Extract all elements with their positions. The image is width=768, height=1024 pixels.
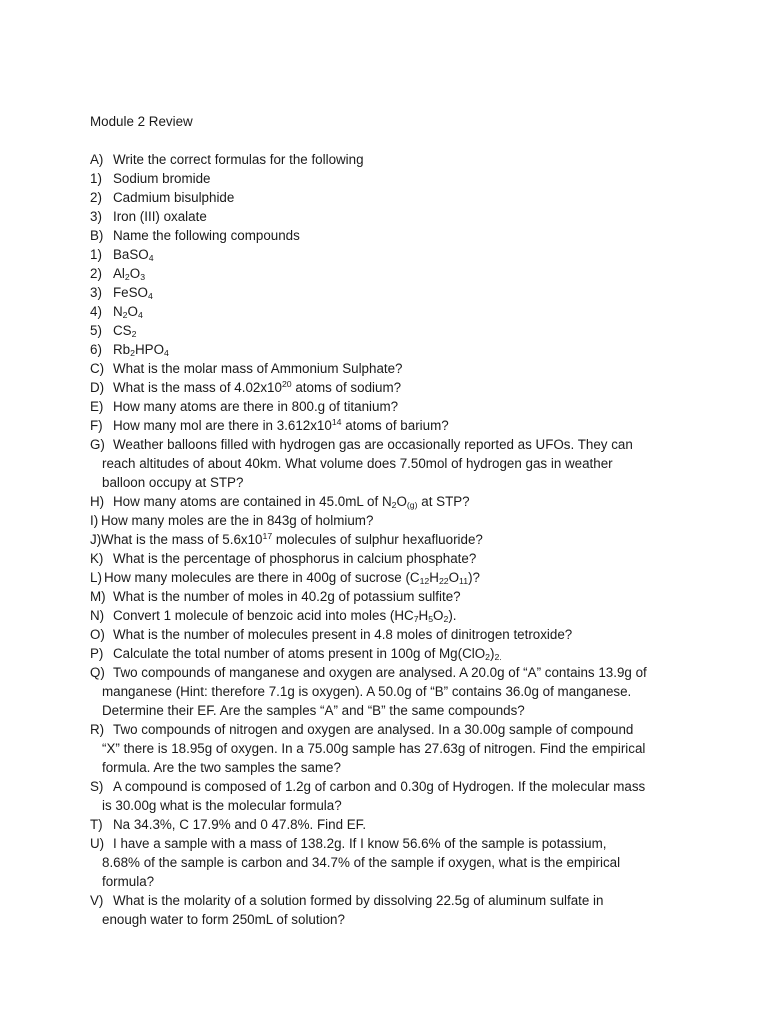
- item-text: Two compounds of nitrogen and oxygen are analysed. In a 30.00g sample of compound “X” there is 18.95g of oxygen. In a 75.00g sample has 27.63g of nitrogen. Find the empirical formula. Are the two samples the same?: [102, 722, 646, 775]
- question-d: [0, 378, 648, 397]
- item-text: What is the molarity of a solution formed by dissolving 22.5g of aluminum sulfate in enough water to form 250mL of solution?: [102, 893, 604, 927]
- item-label: 4): [90, 304, 102, 319]
- item-text: Name the following compounds: [113, 228, 300, 243]
- question-h: [0, 492, 648, 511]
- formula-subscript: 11: [459, 576, 469, 587]
- document-title: Module 2 Review: [90, 114, 193, 129]
- item-label: 6): [90, 342, 102, 357]
- exponent: 14: [331, 417, 342, 428]
- item-label: E): [90, 399, 104, 414]
- item-label: J): [90, 532, 102, 547]
- item-text: molecules of sulphur hexafluoride?: [272, 532, 483, 547]
- question-b-5: [0, 321, 648, 340]
- formula-subscript: 4: [137, 310, 143, 321]
- question-t: [0, 815, 648, 834]
- question-s: [0, 777, 648, 815]
- item-text: What is the molar mass of Ammonium Sulphate?: [113, 361, 403, 376]
- formula-text: N: [113, 304, 123, 319]
- formula-text: O: [129, 266, 141, 281]
- formula-text: FeSO: [113, 285, 148, 300]
- item-label: G): [90, 437, 105, 452]
- item-text: I have a sample with a mass of 138.2g. If I know 56.6% of the sample is potassium, 8.68% of the sample is carbon and 34.7% of the sample if oxygen, what is the empirical formula?: [102, 836, 621, 889]
- formula-text: O: [127, 304, 138, 319]
- formula-text: BaSO: [113, 247, 149, 262]
- item-text: What is the number of moles in 40.2g of potassium sulfite?: [113, 589, 461, 604]
- question-f: [0, 416, 648, 435]
- item-text: Iron (III) oxalate: [113, 209, 207, 224]
- item-text: Cadmium bisulphide: [113, 190, 235, 205]
- formula-subscript: 12: [419, 576, 430, 587]
- item-text: )?: [468, 570, 481, 585]
- question-m: [0, 587, 648, 606]
- formula-subscript: (g): [406, 500, 418, 511]
- formula-text: CS: [113, 323, 132, 338]
- question-list: [0, 150, 768, 929]
- question-n: [0, 606, 648, 625]
- item-text: What is the mass of 4.02x10: [113, 380, 282, 395]
- formula-subscript: 22: [438, 576, 449, 587]
- question-b-3: [0, 283, 648, 302]
- item-label: N): [90, 608, 105, 623]
- question-b: [0, 226, 648, 245]
- item-text: Na 34.3%, C 17.9% and 0 47.8%. Find EF.: [113, 817, 367, 832]
- formula-text: Rb: [113, 342, 131, 357]
- formula-text: HPO: [134, 342, 164, 357]
- formula-subscript: 2: [124, 272, 130, 283]
- question-k: [0, 549, 648, 568]
- item-text: H: [418, 608, 429, 623]
- question-b-2: [0, 264, 648, 283]
- question-b-1: [0, 245, 648, 264]
- item-text: Two compounds of manganese and oxygen are analysed. A 20.0g of “A” contains 13.9g of manganese (Hint: therefore 7.1g is oxygen). A 50.0g of “B” contains 36.0g of manganese. Determine their EF. Are the samples “A” and “B” the same compounds?: [102, 665, 647, 718]
- formula-subscript: 2: [485, 652, 490, 663]
- item-text: How many molecules are there in 400g of sucrose (C: [104, 570, 420, 585]
- item-label: O): [90, 627, 105, 642]
- item-text: ): [490, 646, 495, 661]
- item-text: Weather balloons filled with hydrogen gas are occasionally reported as UFOs. They can reach altitudes of about 40km. What volume does 7.50mol of hydrogen gas in weather balloon occupy at STP?: [102, 437, 633, 490]
- question-g: [0, 435, 648, 492]
- item-label: D): [90, 380, 105, 395]
- item-text: How many moles are the in 843g of holmium?: [101, 513, 374, 528]
- item-label: 2): [90, 266, 102, 281]
- formula-subscript: 7: [413, 614, 419, 625]
- formula-subscript: 2: [131, 329, 137, 340]
- item-label: C): [90, 361, 105, 376]
- item-text: O: [448, 570, 460, 585]
- item-label: U): [90, 836, 105, 851]
- question-j: [0, 530, 636, 549]
- formula-subscript: 5: [428, 614, 434, 625]
- formula-subscript: 2.: [494, 652, 502, 663]
- exponent: 17: [262, 531, 273, 542]
- item-label: V): [90, 893, 104, 908]
- item-text: O: [396, 494, 407, 509]
- question-l: [0, 568, 639, 587]
- item-text: What is the percentage of phosphorus in calcium phosphate?: [113, 551, 477, 566]
- question-q: [0, 663, 648, 720]
- item-label: P): [90, 646, 104, 661]
- formula-subscript: 3: [140, 272, 146, 283]
- item-label: 5): [90, 323, 102, 338]
- question-p: [0, 644, 648, 663]
- question-c: [0, 359, 648, 378]
- item-text: ).: [448, 608, 457, 623]
- formula-subscript: 2: [443, 614, 449, 625]
- item-label: R): [90, 722, 105, 737]
- item-label: A): [90, 152, 104, 167]
- item-text: Write the correct formulas for the following: [113, 152, 364, 167]
- item-text: How many atoms are there in 800.g of titanium?: [113, 399, 399, 414]
- item-label: 3): [90, 209, 102, 224]
- item-label: T): [90, 817, 103, 832]
- item-label: 3): [90, 285, 102, 300]
- item-text: Convert 1 molecule of benzoic acid into moles (HC: [113, 608, 414, 623]
- item-label: 2): [90, 190, 102, 205]
- item-text: atoms of sodium?: [291, 380, 402, 395]
- formula-subscript: 2: [130, 348, 135, 359]
- item-label: I): [90, 513, 99, 528]
- formula-subscript: 2: [391, 500, 397, 511]
- question-r: [0, 720, 648, 777]
- question-i: [0, 511, 636, 530]
- item-text: O: [433, 608, 444, 623]
- item-text: at STP?: [417, 494, 470, 509]
- formula-subscript: 2: [122, 310, 128, 321]
- item-label: B): [90, 228, 104, 243]
- exponent: 20: [281, 379, 292, 390]
- item-text: What is the mass of 5.6x10: [101, 532, 263, 547]
- item-label: F): [90, 418, 103, 433]
- item-label: M): [90, 589, 106, 604]
- question-a-2: [0, 188, 648, 207]
- question-a-3: [0, 207, 648, 226]
- question-a: [0, 150, 648, 169]
- item-text: What is the number of molecules present in 4.8 moles of dinitrogen tetroxide?: [113, 627, 573, 642]
- question-b-4: [0, 302, 648, 321]
- question-e: [0, 397, 648, 416]
- item-label: H): [90, 494, 105, 509]
- item-label: Q): [90, 665, 105, 680]
- item-text: atoms of barium?: [341, 418, 449, 433]
- question-v: [0, 891, 648, 929]
- formula-subscript: 4: [164, 348, 169, 359]
- item-label: 1): [90, 171, 102, 186]
- item-text: H: [429, 570, 439, 585]
- item-text: How many mol are there in 3.612x10: [113, 418, 332, 433]
- question-a-1: [0, 169, 648, 188]
- formula-subscript: 4: [147, 291, 153, 302]
- item-label: L): [90, 570, 102, 585]
- item-text: Calculate the total number of atoms present in 100g of Mg(ClO: [113, 646, 486, 661]
- item-text: Sodium bromide: [113, 171, 211, 186]
- formula-text: Al: [113, 266, 125, 281]
- item-label: K): [90, 551, 104, 566]
- question-b-6: [0, 340, 648, 359]
- question-u: [0, 834, 648, 891]
- item-text: A compound is composed of 1.2g of carbon and 0.30g of Hydrogen. If the molecular mass is 30.00g what is the molecular formula?: [102, 779, 646, 813]
- question-o: [0, 625, 648, 644]
- item-label: S): [90, 779, 104, 794]
- item-label: 1): [90, 247, 102, 262]
- item-text: How many atoms are contained in 45.0mL of N: [113, 494, 392, 509]
- formula-subscript: 4: [148, 253, 154, 264]
